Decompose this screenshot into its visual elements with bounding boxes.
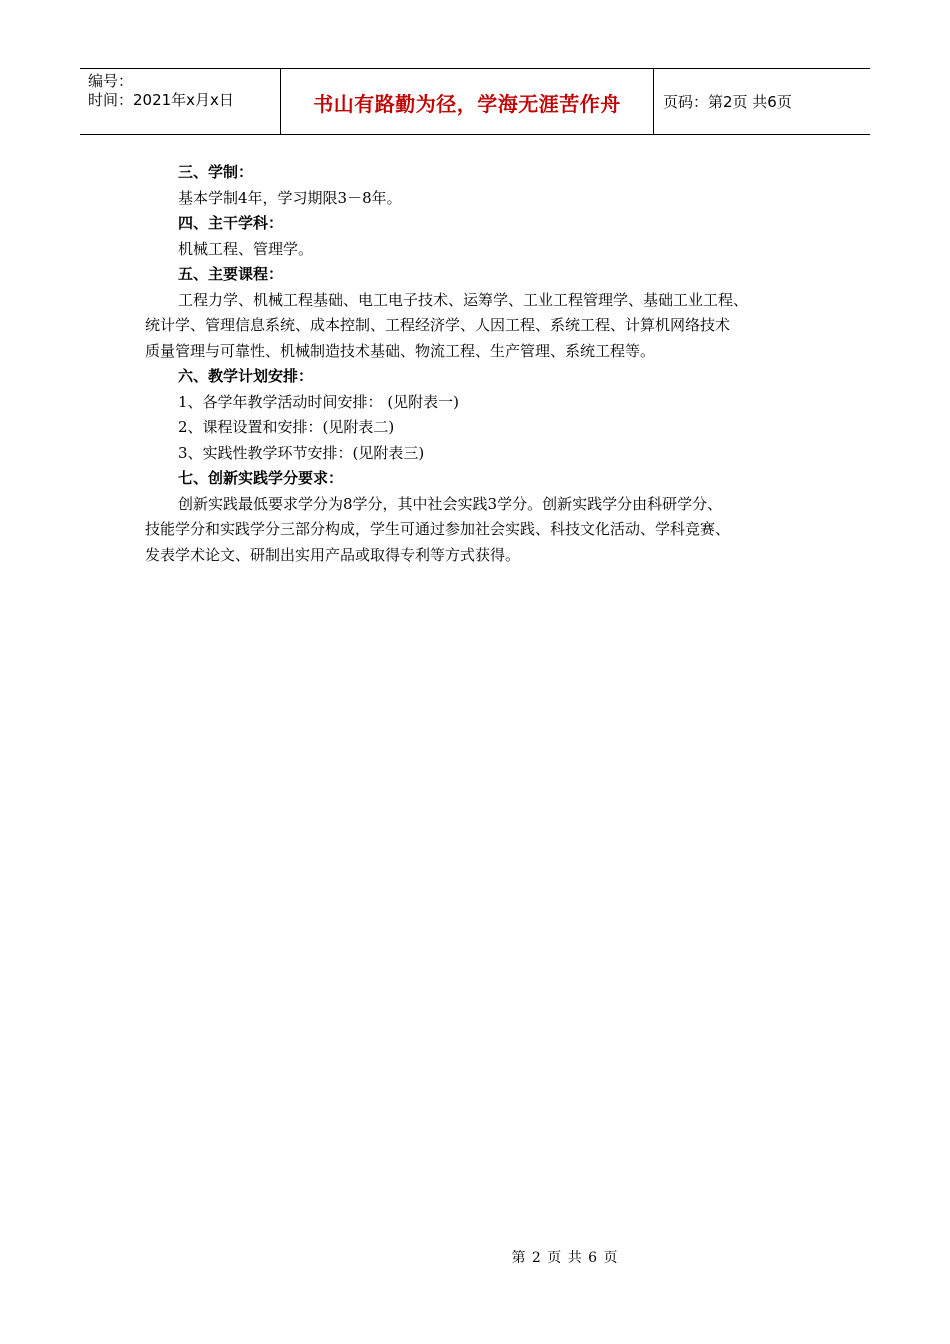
header-motto-cell [281,69,654,134]
document-body [145,160,825,568]
section-heading-credits: 七、创新实践学分要求： [178,469,344,487]
header-page-number: 页码：第2页 共6页 [663,93,792,111]
paragraph-credits-line: 创新实践最低要求学分为8学分，其中社会实践3学分。创新实践学分由科研学分、 [178,494,723,513]
paragraph-credits-line: 发表学术论文、研制出实用产品或取得专利等方式获得。 [145,545,521,564]
section-heading-disciplines: 四、主干学科： [178,214,284,232]
list-item-plan: 2、课程设置和安排：(见附表二) [178,418,395,436]
document-time-label: 时间：2021年x月x日 [88,91,234,109]
list-item-plan: 1、各学年教学活动时间安排： (见附表一) [178,392,460,411]
paragraph-duration: 基本学制4年，学习期限3－8年。 [178,188,402,207]
header-page-info [654,69,870,134]
list-item-plan: 3、实践性教学环节安排：(见附表三) [178,443,425,462]
section-heading-courses: 五、主要课程： [178,265,284,283]
header-meta [80,69,281,134]
paragraph-credits-line: 技能学分和实践学分三部分构成，学生可通过参加社会实践、科技文化活动、学科竞赛、 [145,520,731,538]
document-number-label: 编号： [88,72,134,90]
page-footer [0,1247,950,1267]
page-header [80,68,870,135]
footer-page-number: 第 2 页 共 6 页 [511,1250,619,1266]
paragraph-disciplines: 机械工程、管理学。 [178,239,314,258]
section-heading-plan: 六、教学计划安排： [178,367,314,385]
paragraph-courses-line: 统计学、管理信息系统、成本控制、工程经济学、人因工程、系统工程、计算机网络技术 [145,316,731,334]
header-motto: 书山有路勤为径，学海无涯苦作舟 [313,92,621,116]
paragraph-courses-line: 质量管理与可靠性、机械制造技术基础、物流工程、生产管理、系统工程等。 [145,341,656,360]
paragraph-courses-line: 工程力学、机械工程基础、电工电子技术、运筹学、工业工程管理学、基础工业工程、 [178,290,749,309]
section-heading-duration: 三、学制： [178,163,254,181]
